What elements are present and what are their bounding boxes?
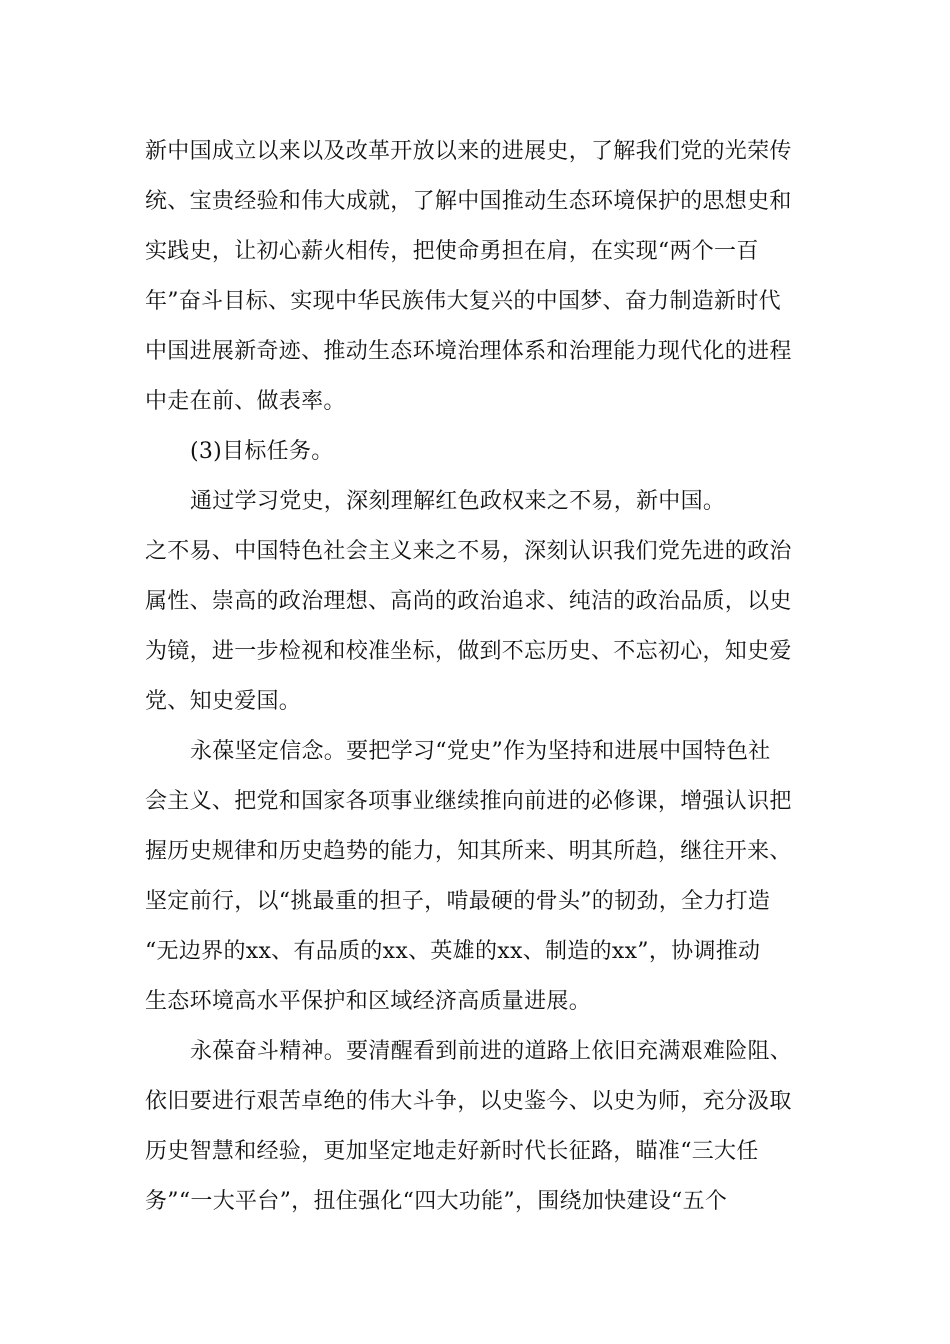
text-line: 实践史，让初心薪火相传，把使命勇担在肩，在实现“两个一百 <box>145 239 759 264</box>
text-line: 新中国成立以来以及改革开放以来的进展史，了解我们党的光荣传 <box>145 139 792 164</box>
text-line: 永葆坚定信念。要把学习“党史”作为坚持和进展中国特色社 <box>190 739 771 764</box>
section-heading: (3)目标任务。 <box>190 439 334 464</box>
text-line: 党、知史爱国。 <box>145 689 302 714</box>
text-line: 会主义、把党和国家各项事业继续推向前进的必修课，增强认识把 <box>145 789 792 814</box>
text-line: 坚定前行，以“挑最重的担子，啃最硬的骨头”的韧劲，全力打造 <box>145 889 771 914</box>
text-line: 统、宝贵经验和伟大成就，了解中国推动生态环境保护的思想史和 <box>145 189 792 214</box>
text-line: 历史智慧和经验，更加坚定地走好新时代长征路，瞄准“三大任 <box>145 1139 759 1164</box>
text-line: 依旧要进行艰苦卓绝的伟大斗争，以史鉴今、以史为师，充分汲取 <box>145 1089 792 1114</box>
text-line: 永葆奋斗精神。要清醒看到前进的道路上依旧充满艰难险阻、 <box>190 1039 793 1064</box>
text-line: 务”“一大平台”，扭住强化“四大功能”，围绕加快建设“五个 <box>145 1189 728 1214</box>
text-line: 年”奋斗目标、实现中华民族伟大复兴的中国梦、奋力制造新时代 <box>145 289 781 314</box>
text-line: 属性、崇高的政治理想、高尚的政治追求、纯洁的政治品质，以史 <box>145 589 792 614</box>
text-line: 中走在前、做表率。 <box>145 389 346 414</box>
text-line: 握历史规律和历史趋势的能力，知其所来、明其所趋，继往开来、 <box>145 839 792 864</box>
text-line: 中国进展新奇迹、推动生态环境治理体系和治理能力现代化的进程 <box>145 339 792 364</box>
text-line: 为镜，进一步检视和校准坐标，做到不忘历史、不忘初心，知史爱 <box>145 639 792 664</box>
text-line: 通过学习党史，深刻理解红色政权来之不易，新中国。 <box>190 489 726 514</box>
text-line: “无边界的xx、有品质的xx、英雄的xx、制造的xx”，协调推动 <box>145 939 761 964</box>
text-line: 之不易、中国特色社会主义来之不易，深刻认识我们党先进的政治 <box>145 539 792 564</box>
text-line: 生态环境高水平保护和区域经济高质量进展。 <box>145 989 592 1014</box>
